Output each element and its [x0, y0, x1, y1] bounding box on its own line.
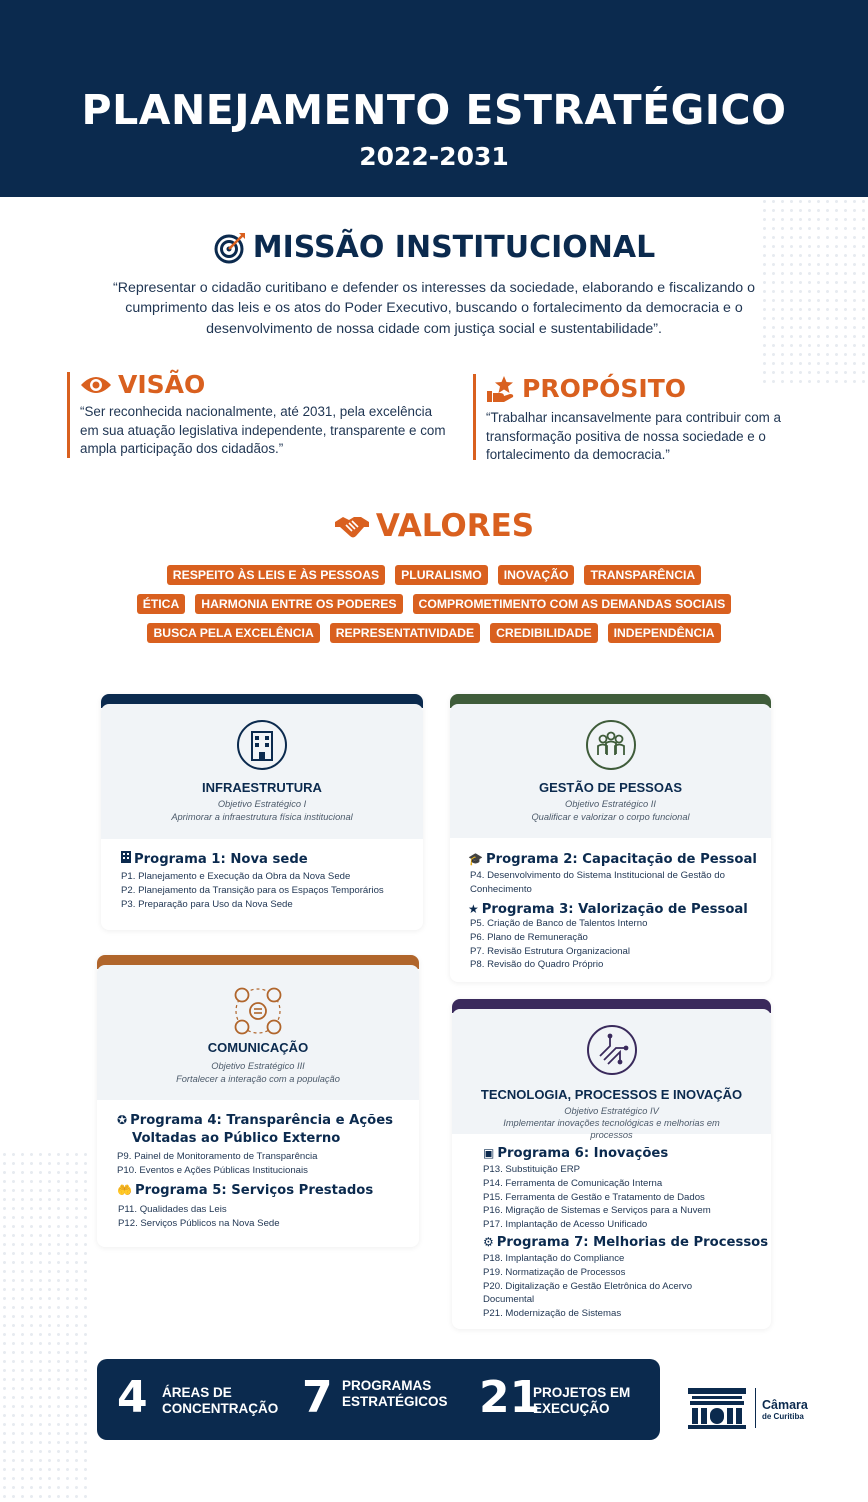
valores-row-1 — [0, 565, 868, 585]
proposito-section — [473, 374, 813, 460]
missao-section — [0, 230, 868, 339]
building-icon — [121, 851, 131, 863]
program-title: 🤲 Programa 5: Serviços Prestados — [117, 1183, 374, 1198]
circuit-icon — [586, 1024, 638, 1076]
project-item: P10. Eventos e Ações Públicas Institucionais — [117, 1164, 308, 1176]
hand-heart-icon: 🤲 — [117, 1183, 132, 1197]
valores-title: VALORES — [375, 508, 535, 544]
program-title: ▣ Programa 6: Inovações — [483, 1146, 669, 1161]
project-item: P9. Painel de Monitoramento de Transparência — [117, 1151, 318, 1162]
area-card-comunicacao — [97, 955, 419, 1247]
card-header — [452, 1009, 771, 1140]
target-icon — [213, 231, 247, 265]
project-item: P6. Plano de Remuneração — [470, 931, 588, 943]
value-chip: HARMONIA ENTRE OS PODERES — [195, 594, 402, 614]
program-title: ⚙ Programa 7: Melhorias de Processos — [483, 1235, 769, 1250]
program-title: ✪ Programa 4: Transparência e Ações Voltadas ao Público Externo — [117, 1113, 394, 1146]
graduation-cap-icon: 🎓 — [468, 852, 483, 866]
area-name: TECNOLOGIA, PROCESSOS E INOVAÇÃO — [480, 1087, 743, 1102]
card-header — [450, 704, 771, 838]
star-icon: ★ — [468, 902, 479, 916]
area-name: COMUNICAÇÃO — [207, 1040, 309, 1055]
visao-section — [67, 372, 452, 458]
stat-projetos-label: PROJETOS EM EXECUÇÃO — [533, 1385, 631, 1416]
gears-icon: ⚙ — [483, 1235, 494, 1249]
area-objective: Objetivo Estratégico II — [565, 799, 656, 809]
page-years: 2022-2031 — [359, 142, 509, 171]
hand-star-icon — [486, 375, 516, 403]
valores-row-2 — [0, 594, 868, 614]
area-objective: Objetivo Estratégico III — [211, 1061, 305, 1071]
area-description: Aprimorar a infraestrutura física institucional — [171, 812, 353, 822]
camara-logo-icon — [688, 1386, 748, 1430]
stat-projetos-number: 21 — [479, 1372, 541, 1423]
proposito-title: PROPÓSITO — [522, 374, 687, 403]
value-chip: BUSCA PELA EXCELÊNCIA — [147, 623, 319, 643]
project-list — [483, 1163, 711, 1232]
area-description: processos — [590, 1130, 633, 1140]
program-title: Programa 1: Nova sede — [121, 851, 308, 869]
stat-areas-number: 4 — [117, 1372, 148, 1423]
people-icon — [585, 719, 637, 771]
stats-bar — [97, 1359, 660, 1440]
chip-icon: ▣ — [483, 1146, 495, 1160]
value-chip: RESPEITO ÀS LEIS E ÀS PESSOAS — [167, 565, 385, 585]
project-list — [118, 1203, 280, 1231]
value-chip: PLURALISMO — [395, 565, 488, 585]
page-title: PLANEJAMENTO ESTRATÉGICO — [81, 86, 787, 134]
area-description: Fortalecer a interação com a população — [176, 1074, 340, 1084]
card-header — [101, 704, 423, 839]
project-item: Conhecimento — [470, 883, 532, 895]
project-item: P18. Implantação do Compliance — [483, 1253, 625, 1264]
area-name: GESTÃO DE PESSOAS — [538, 780, 683, 795]
logo-text-main: Câmara — [762, 1398, 808, 1412]
area-objective: Objetivo Estratégico I — [217, 799, 307, 809]
page-header — [0, 0, 868, 197]
value-chip: CREDIBILIDADE — [490, 623, 597, 643]
value-chip: REPRESENTATIVIDADE — [330, 623, 480, 643]
eye-icon — [80, 374, 112, 396]
missao-title-row — [213, 230, 656, 265]
project-item: P21. Modernização de Sistemas — [483, 1308, 622, 1320]
project-item: P19. Normatização de Processos — [483, 1266, 626, 1278]
area-objective: Objetivo Estratégico IV — [564, 1106, 659, 1116]
project-item: P3. Preparação para Uso da Nova Sede — [121, 898, 293, 910]
project-list — [121, 870, 384, 911]
project-item: P15. Ferramenta de Gestão e Tratamento de Dados — [483, 1191, 705, 1203]
project-item: P11. Qualidades das Leis — [118, 1204, 227, 1215]
project-list — [470, 869, 725, 897]
project-list — [117, 1150, 318, 1178]
missao-title: MISSÃO INSTITUCIONAL — [252, 230, 656, 265]
program-title: ★ Programa 3: Valorização de Pessoal — [468, 902, 748, 917]
missao-text: “Representar o cidadão curitibano e defender os interesses da sociedade, elaborando e fiscalizando o cumprimento das leis e os atos do Poder Executivo, buscando o fortalecimento da democracia e o desenvolvimento de nossa cidade com justiça social e sustentabilidade”. — [112, 279, 755, 337]
project-item: P16. Migração de Sistemas e Serviços para a Nuvem — [483, 1205, 711, 1217]
camara-logo — [688, 1386, 828, 1432]
card-header — [97, 965, 419, 1100]
proposito-text: “Trabalhar incansavelmente para contribuir com a transformação positiva de nossa sociedade e o fortalecimento da democracia.” — [486, 410, 781, 462]
project-list — [483, 1252, 692, 1321]
project-item: P2. Planejamento da Transição para os Espaços Temporários — [121, 884, 384, 896]
building-icon — [236, 719, 288, 771]
value-chip: INDEPENDÊNCIA — [608, 623, 721, 643]
visao-title: VISÃO — [118, 370, 206, 399]
value-chip: COMPROMETIMENTO COM AS DEMANDAS SOCIAIS — [413, 594, 732, 614]
project-item: P1. Planejamento e Execução da Obra da Nova Sede — [121, 871, 351, 882]
project-item: P14. Ferramenta de Comunicação Interna — [483, 1177, 663, 1189]
stat-programas-label: PROGRAMAS ESTRATÉGICOS — [342, 1378, 448, 1409]
dot-texture-bottom-left — [0, 1150, 90, 1502]
area-description: Qualificar e valorizar o corpo funcional — [531, 812, 690, 822]
project-item: P17. Implantação de Acesso Unificado — [483, 1219, 648, 1231]
visao-title-row — [80, 370, 452, 399]
project-item: P7. Revisão Estrutura Organizacional — [470, 945, 630, 957]
project-item: P8. Revisão do Quadro Próprio — [470, 959, 604, 971]
project-list — [470, 917, 647, 972]
proposito-title-row — [486, 374, 813, 403]
area-card-gestao-de-pessoas — [450, 694, 771, 982]
project-item: P4. Desenvolvimento do Sistema Institucional de Gestão do — [470, 870, 725, 881]
area-card-tecnologia — [452, 999, 771, 1329]
project-item: Documental — [483, 1294, 535, 1306]
valores-row-3 — [0, 623, 868, 643]
award-icon: ✪ — [117, 1113, 128, 1127]
stat-areas-label: ÁREAS DE CONCENTRAÇÃO — [162, 1385, 279, 1416]
project-item: P20. Digitalização e Gestão Eletrônica do Acervo — [483, 1280, 693, 1292]
logo-divider — [755, 1388, 756, 1428]
project-item: P13. Substituição ERP — [483, 1164, 581, 1175]
project-item: P5. Criação de Banco de Talentos Interno — [470, 918, 648, 929]
area-name: INFRAESTRUTURA — [202, 780, 322, 795]
value-chip: INOVAÇÃO — [498, 565, 575, 585]
program-title: 🎓 Programa 2: Capacitação de Pessoal — [468, 852, 757, 867]
visao-text: “Ser reconhecida nacionalmente, até 2031, pela excelência em sua atuação legislativa independente, transparente e com ampla participação dos cidadãos.” — [80, 404, 446, 456]
communication-icon — [232, 985, 284, 1037]
valores-title-row — [0, 508, 868, 545]
area-description: Implementar inovações tecnológicas e melhorias em — [503, 1118, 720, 1128]
project-item: P12. Serviços Públicos na Nova Sede — [118, 1217, 280, 1229]
value-chip: TRANSPARÊNCIA — [584, 565, 701, 585]
logo-text-sub: de Curitiba — [762, 1412, 804, 1421]
stat-programas-number: 7 — [302, 1372, 333, 1423]
area-card-infraestrutura — [101, 694, 423, 930]
handshake-icon — [334, 512, 370, 540]
value-chip: ÉTICA — [137, 594, 186, 614]
